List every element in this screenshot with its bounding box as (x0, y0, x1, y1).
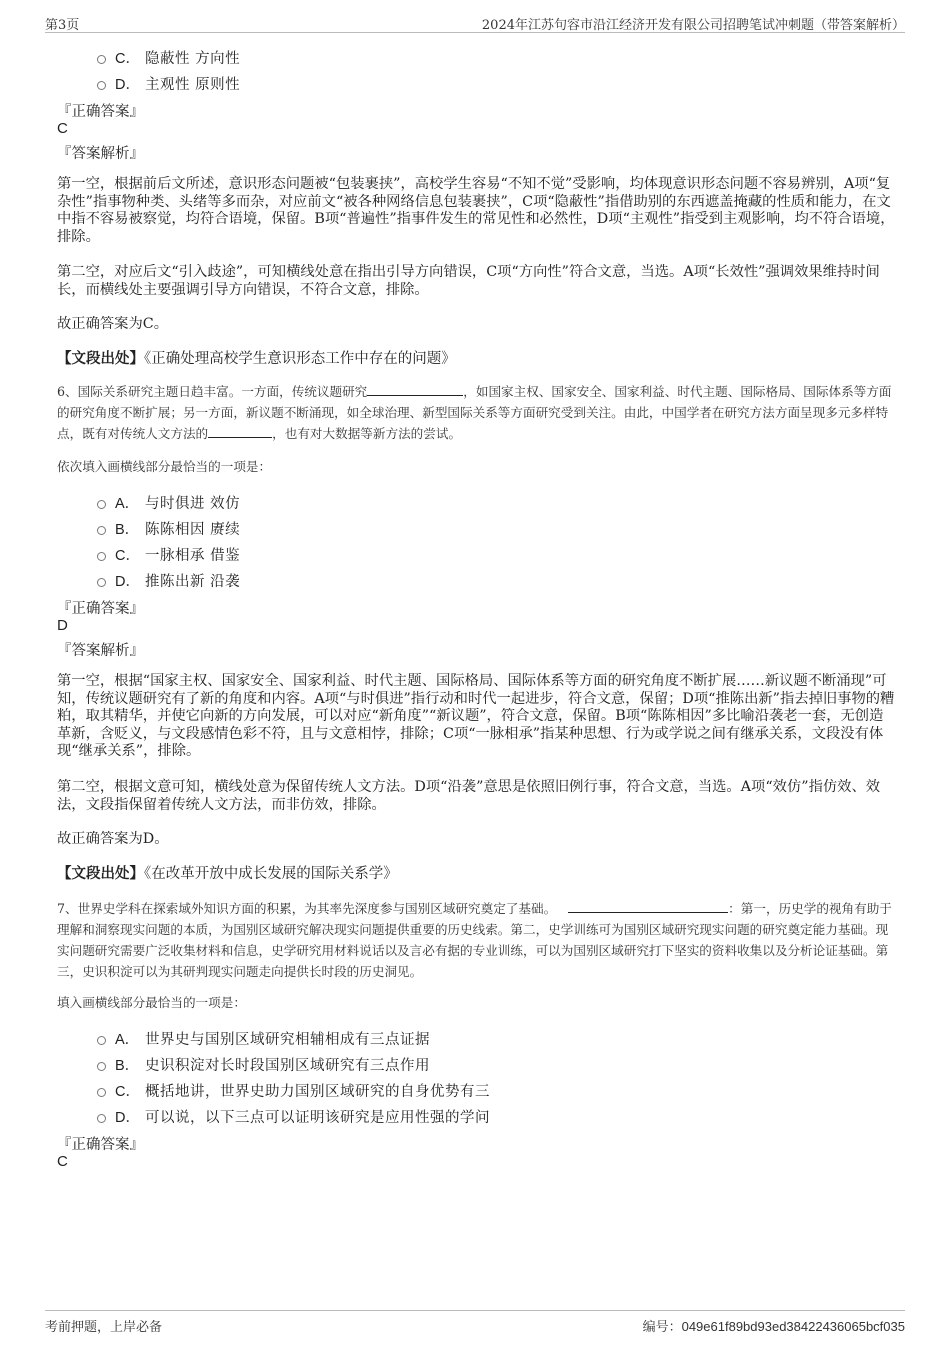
page-footer (45, 1310, 905, 1339)
q5-answer: C (57, 120, 68, 137)
radio-icon[interactable] (97, 500, 106, 509)
q6-analysis-paragraph-1: 第一空，根据“国家主权、国家安全、国家利益、时代主题、国际格局、国际体系等方面的研究角度不断扩展……新议题不断涌现”可知，传统议题研究有了新的角度和内容。A项“与时俱进”指行动和时代一起进步，符合文意，保留；D项“推陈出新”指去掉旧事物的糟粕，取其精华，并使它向新的方向发展，可以对应“新角度”“新议题”，符合文意，保留。B项“陈陈相因”多比喻沿袭老一套，无创造革新，含贬义，与文段感情色彩不符，且与文意相悖，排除；C项“一脉相承”指某种思想、行为或学说之间有继承关系，文段没有体现“继承关系”，排除。 (57, 673, 895, 759)
option-letter: D． (115, 77, 140, 93)
option-letter: C． (115, 548, 140, 564)
q6-prompt: 依次填入画横线部分最恰当的一项是： (57, 459, 272, 474)
option-letter: D． (115, 574, 140, 590)
option-letter: A． (115, 496, 140, 512)
q7-stem (57, 898, 897, 982)
option-letter: C． (115, 1084, 140, 1100)
option-letter: C． (115, 51, 140, 67)
q5-answer-label: 『正确答案』 (57, 104, 144, 120)
q6-option-d[interactable] (97, 570, 240, 591)
option-letter: D． (115, 1110, 140, 1126)
q6-stem-part-2: ，如国家主权、国家安全、国家利益、时代主题、国际格局、国际体系等方面的研究角度不断扩展；另一方面，新议题不断涌现，如全球治理、新型国际关系等方面研究受到关注。由此，中国学者在研究方法方面呈现多元多样特点，既有对传统人文方法的 (57, 384, 892, 441)
page-header (45, 10, 905, 33)
source-title: 《在改革开放中成长发展的国际关系学》 (144, 866, 398, 882)
fill-blank-1 (367, 383, 463, 396)
page-number: 第3页 (45, 18, 80, 33)
q5-option-c[interactable] (97, 47, 240, 68)
radio-icon[interactable] (97, 526, 106, 535)
q7-option-d[interactable] (97, 1106, 490, 1127)
q5-analysis-paragraph-1: 第一空，根据前后文所述，意识形态问题被“包装裹挟”，高校学生容易“不知不觉”受影响，均体现意识形态问题不容易辨别，A项“复杂性”指事物种类、头绪等多而杂，对应前文“被各种网络信息包装裹挟”，C项“隐蔽性”指借助别的东西遮盖掩藏的性质和能力，在文中指不容易被察觉，均符合语境，保留。B项“普遍性”指事件发生的常见性和必然性，D项“主观性”指受到主观影响，均不符合语境，排除。 (57, 176, 895, 245)
option-text: 陈陈相因 赓续 (145, 522, 241, 538)
code-value: 049e61f89bd93ed38422436065bcf035 (681, 1319, 905, 1334)
radio-icon[interactable] (97, 552, 106, 561)
fill-blank-2 (208, 425, 272, 438)
q6-stem-part-3: ，也有对大数据等新方法的尝试。 (272, 426, 462, 441)
source-title: 《正确处理高校学生意识形态工作中存在的问题》 (144, 351, 456, 367)
radio-icon[interactable] (97, 1036, 106, 1045)
radio-icon[interactable] (97, 1062, 106, 1071)
q7-option-b[interactable] (97, 1054, 430, 1075)
q6-stem-part-1: 6、国际关系研究主题日趋丰富。一方面，传统议题研究 (57, 384, 368, 399)
q6-analysis-conclusion: 故正确答案为D。 (57, 831, 169, 847)
q7-answer-label: 『正确答案』 (57, 1137, 144, 1153)
q5-analysis-paragraph-2: 第二空，对应后文“引入歧途”，可知横线处意在指出引导方向错误，C项“方向性”符合文意，当选。A项“长效性”强调效果维持时间长，而横线处主要强调引导方向错误，不符合文意，排除。 (57, 264, 880, 298)
option-text: 一脉相承 借鉴 (145, 548, 241, 564)
q6-option-c[interactable] (97, 544, 240, 565)
option-text: 世界史与国别区域研究相辅相成有三点证据 (145, 1032, 430, 1048)
q6-analysis-paragraph-2: 第二空，根据文意可知，横线处意为保留传统人文方法。D项“沿袭”意思是依照旧例行事，符合文意，当选。A项“效仿”指仿效、效法，文段指保留着传统人文方法，而非仿效，排除。 (57, 779, 881, 813)
q7-stem-part-1: 7、世界史学科在探索域外知识方面的积累，为其率先深度参与国别区域研究奠定了基础。 (57, 901, 557, 916)
q6-source (57, 862, 398, 883)
option-letter: B． (115, 1058, 140, 1074)
document-code (643, 1316, 905, 1335)
q6-option-b[interactable] (97, 518, 240, 539)
option-text: 隐蔽性 方向性 (145, 51, 241, 67)
source-tag: 【文段出处】 (57, 865, 144, 882)
q5-source (57, 347, 456, 368)
q5-analysis-label: 『答案解析』 (57, 146, 144, 162)
q7-option-c[interactable] (97, 1080, 490, 1101)
source-tag: 【文段出处】 (57, 350, 144, 367)
q7-prompt: 填入画横线部分最恰当的一项是： (57, 995, 246, 1010)
option-text: 概括地讲，世界史助力国别区域研究的自身优势有三 (145, 1084, 490, 1100)
radio-icon[interactable] (97, 1088, 106, 1097)
q5-option-d[interactable] (97, 73, 240, 94)
q7-answer: C (57, 1153, 68, 1170)
q6-analysis-label: 『答案解析』 (57, 643, 144, 659)
option-letter: B． (115, 522, 140, 538)
option-letter: A． (115, 1032, 140, 1048)
option-text: 可以说，以下三点可以证明该研究是应用性强的学问 (145, 1110, 490, 1126)
option-text: 主观性 原则性 (145, 77, 241, 93)
code-label: 编号： (642, 1320, 682, 1335)
q7-option-a[interactable] (97, 1028, 430, 1049)
radio-icon[interactable] (97, 81, 106, 90)
q6-option-a[interactable] (97, 492, 240, 513)
q6-answer-label: 『正确答案』 (57, 601, 144, 617)
option-text: 与时俱进 效仿 (145, 496, 241, 512)
document-title: 2024年江苏句容市沿江经济开发有限公司招聘笔试冲刺题（带答案解析） (481, 18, 905, 33)
radio-icon[interactable] (97, 1114, 106, 1123)
radio-icon[interactable] (97, 578, 106, 587)
q6-stem (57, 381, 897, 444)
q7-stem-part-2: ：第一，历史学的视角有助于理解和洞察现实问题的本质，为国别区域研究解决现实问题提供重要的历史线索。第二，史学训练可为国别区域研究现实问题的研究奠定能力基础。现实问题研究需要广泛收集材料和信息，史学研究用材料说话以及言必有据的专业训练，可以为国别区域研究打下坚实的资料收集以及分析论证基础。第三，史识积淀可以为其研判现实问题走向提供长时段的历史洞见。 (57, 901, 892, 979)
option-text: 史识积淀对长时段国别区域研究有三点作用 (145, 1058, 430, 1074)
radio-icon[interactable] (97, 55, 106, 64)
fill-blank (568, 900, 728, 913)
q5-analysis-conclusion: 故正确答案为C。 (57, 316, 169, 332)
q6-answer: D (57, 617, 68, 634)
option-text: 推陈出新 沿袭 (145, 574, 241, 590)
footer-slogan: 考前押题，上岸必备 (45, 1320, 163, 1335)
